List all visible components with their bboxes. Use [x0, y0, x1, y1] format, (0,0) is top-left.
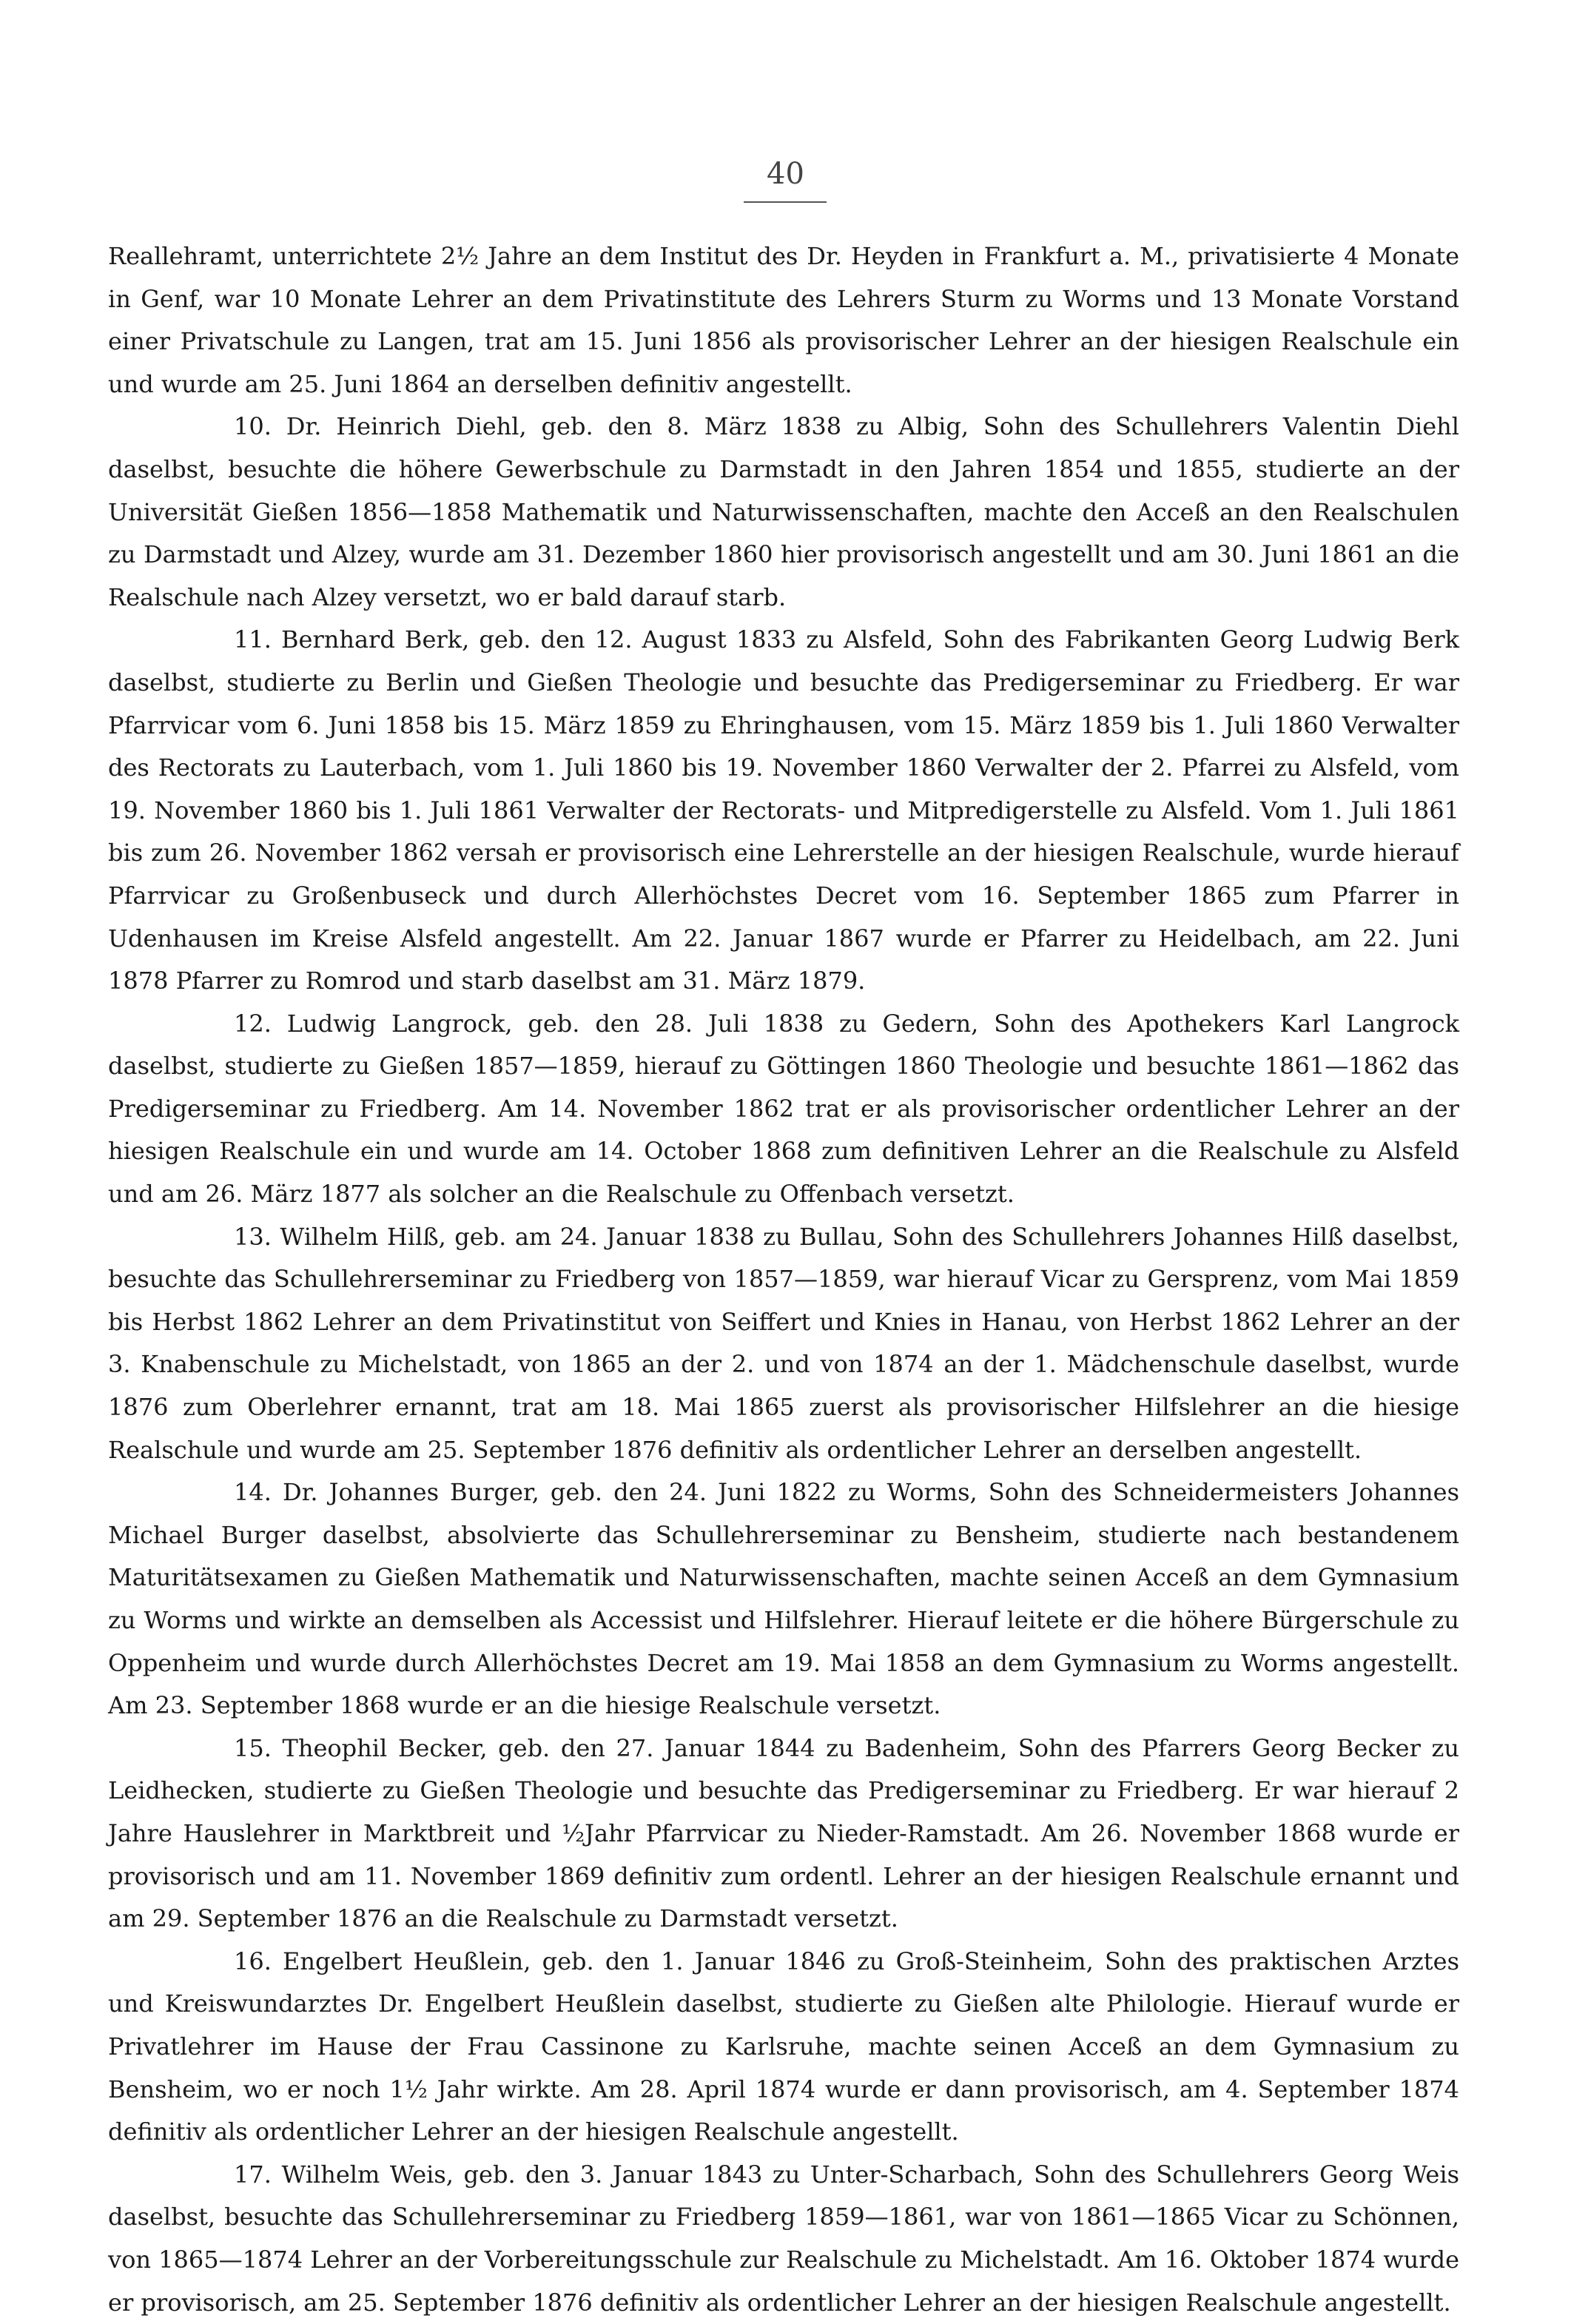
- entry-13-hilss: 13. Wilhelm Hilß, geb. am 24. Januar 1838 zu Bullau, Sohn des Schullehrers Johannes Hilß daselbst, besuchte das Schullehrerseminar zu Friedberg von 1857—1859, war hierauf Vicar zu Gersprenz, vom Mai 1859 bis Herbst 1862 Lehrer an dem Privatinstitut von Seiffert und Knies in Hanau, von Herbst 1862 Lehrer an der 3. Knabenschule zu Michelstadt, von 1865 an der 2. und von 1874 an der 1. Mädchenschule daselbst, wurde 1876 zum Oberlehrer ernannt, trat am 18. Mai 1865 zuerst als provisorischer Hilfslehrer an die hiesige Realschule und wurde am 25. September 1876 definitiv als ordentlicher Lehrer an derselben angestellt.: [108, 1222, 1459, 1464]
- paragraph-continuation: Reallehramt, unterrichtete 2½ Jahre an dem Institut des Dr. Heyden in Frankfurt a. M., privatisierte 4 Monate in Genf, war 10 Monate Lehrer an dem Privatinstitute des Lehrers Sturm zu Worms und 13 Monate Vorstand einer Privatschule zu Langen, trat am 15. Juni 1856 als provisorischer Lehrer an der hiesigen Realschule ein und wurde am 25. Juni 1864 an derselben definitiv angestellt.: [108, 242, 1459, 398]
- entry-11-berk: 11. Bernhard Berk, geb. den 12. August 1833 zu Alsfeld, Sohn des Fabrikanten Georg Ludwig Berk daselbst, studierte zu Berlin und Gießen Theologie und besuchte das Predigerseminar zu Friedberg. Er war Pfarrvicar vom 6. Juni 1858 bis 15. März 1859 zu Ehringhausen, vom 15. März 1859 bis 1. Juli 1860 Verwalter des Rectorats zu Lauterbach, vom 1. Juli 1860 bis 19. November 1860 Verwalter der 2. Pfarrei zu Alsfeld, vom 19. November 1860 bis 1. Juli 1861 Verwalter der Rectorats- und Mitpredigerstelle zu Alsfeld. Vom 1. Juli 1861 bis zum 26. November 1862 versah er provisorisch eine Lehrerstelle an der hiesigen Realschule, wurde hierauf Pfarrvicar zu Großenbuseck und durch Allerhöchstes Decret vom 16. September 1865 zum Pfarrer in Udenhausen im Kreise Alsfeld angestellt. Am 22. Januar 1867 wurde er Pfarrer zu Heidelbach, am 22. Juni 1878 Pfarrer zu Romrod und starb daselbst am 31. März 1879.: [108, 625, 1459, 995]
- page-number-rule: [744, 201, 827, 203]
- page-number: 40: [767, 157, 804, 191]
- entry-14-burger: 14. Dr. Johannes Burger, geb. den 24. Juni 1822 zu Worms, Sohn des Schneidermeisters Johannes Michael Burger daselbst, absolvierte das Schullehrerseminar zu Bensheim, studierte nach bestandenem Maturitätsexamen zu Gießen Mathematik und Naturwissenschaften, machte seinen Acceß an dem Gymnasium zu Worms und wirkte an demselben als Accessist und Hilfslehrer. Hierauf leitete er die höhere Bürgerschule zu Oppenheim und wurde durch Allerhöchstes Decret am 19. Mai 1858 an dem Gymnasium zu Worms angestellt. Am 23. September 1868 wurde er an die hiesige Realschule versetzt.: [108, 1478, 1459, 1720]
- entry-15-becker: 15. Theophil Becker, geb. den 27. Januar 1844 zu Badenheim, Sohn des Pfarrers Georg Becker zu Leidhecken, studierte zu Gießen Theologie und besuchte das Predigerseminar zu Friedberg. Er war hierauf 2 Jahre Hauslehrer in Marktbreit und ½Jahr Pfarrvicar zu Nieder-Ramstadt. Am 26. November 1868 wurde er provisorisch und am 11. November 1869 definitiv zum ordentl. Lehrer an der hiesigen Realschule ernannt und am 29. September 1876 an die Realschule zu Darmstadt versetzt.: [108, 1733, 1459, 1933]
- entry-17-weis: 17. Wilhelm Weis, geb. den 3. Januar 1843 zu Unter-Scharbach, Sohn des Schullehrers Georg Weis daselbst, besuchte das Schullehrerseminar zu Friedberg 1859—1861, war von 1861—1865 Vicar zu Schönnen, von 1865—1874 Lehrer an der Vorbereitungsschule zur Realschule zu Michelstadt. Am 16. Oktober 1874 wurde er provisorisch, am 25. September 1876 definitiv als ordentlicher Lehrer an der hiesigen Realschule angestellt.: [108, 2160, 1459, 2317]
- entry-16-heusslein: 16. Engelbert Heußlein, geb. den 1. Januar 1846 zu Groß-Steinheim, Sohn des praktischen Arztes und Kreiswundarztes Dr. Engelbert Heußlein daselbst, studierte zu Gießen alte Philologie. Hierauf wurde er Privatlehrer im Hause der Frau Cassinone zu Karlsruhe, machte seinen Acceß an dem Gymnasium zu Bensheim, wo er noch 1½ Jahr wirkte. Am 28. April 1874 wurde er dann provisorisch, am 4. September 1874 definitiv als ordentlicher Lehrer an der hiesigen Realschule angestellt.: [108, 1947, 1459, 2146]
- entry-12-langrock: 12. Ludwig Langrock, geb. den 28. Juli 1838 zu Gedern, Sohn des Apothekers Karl Langrock daselbst, studierte zu Gießen 1857—1859, hierauf zu Göttingen 1860 Theologie und besuchte 1861—1862 das Predigerseminar zu Friedberg. Am 14. November 1862 trat er als provisorischer ordentlicher Lehrer an der hiesigen Realschule ein und wurde am 14. October 1868 zum definitiven Lehrer an die Realschule zu Alsfeld und am 26. März 1877 als solcher an die Realschule zu Offenbach versetzt.: [108, 1009, 1459, 1209]
- body-text: [108, 235, 1459, 2324]
- entry-10-diehl: 10. Dr. Heinrich Diehl, geb. den 8. März 1838 zu Albig, Sohn des Schullehrers Valentin Diehl daselbst, besuchte die höhere Gewerbschule zu Darmstadt in den Jahren 1854 und 1855, studierte an der Universität Gießen 1856—1858 Mathematik und Naturwissenschaften, machte den Acceß an den Realschulen zu Darmstadt und Alzey, wurde am 31. Dezember 1860 hier provisorisch angestellt und am 30. Juni 1861 an die Realschule nach Alzey versetzt, wo er bald darauf starb.: [108, 412, 1459, 611]
